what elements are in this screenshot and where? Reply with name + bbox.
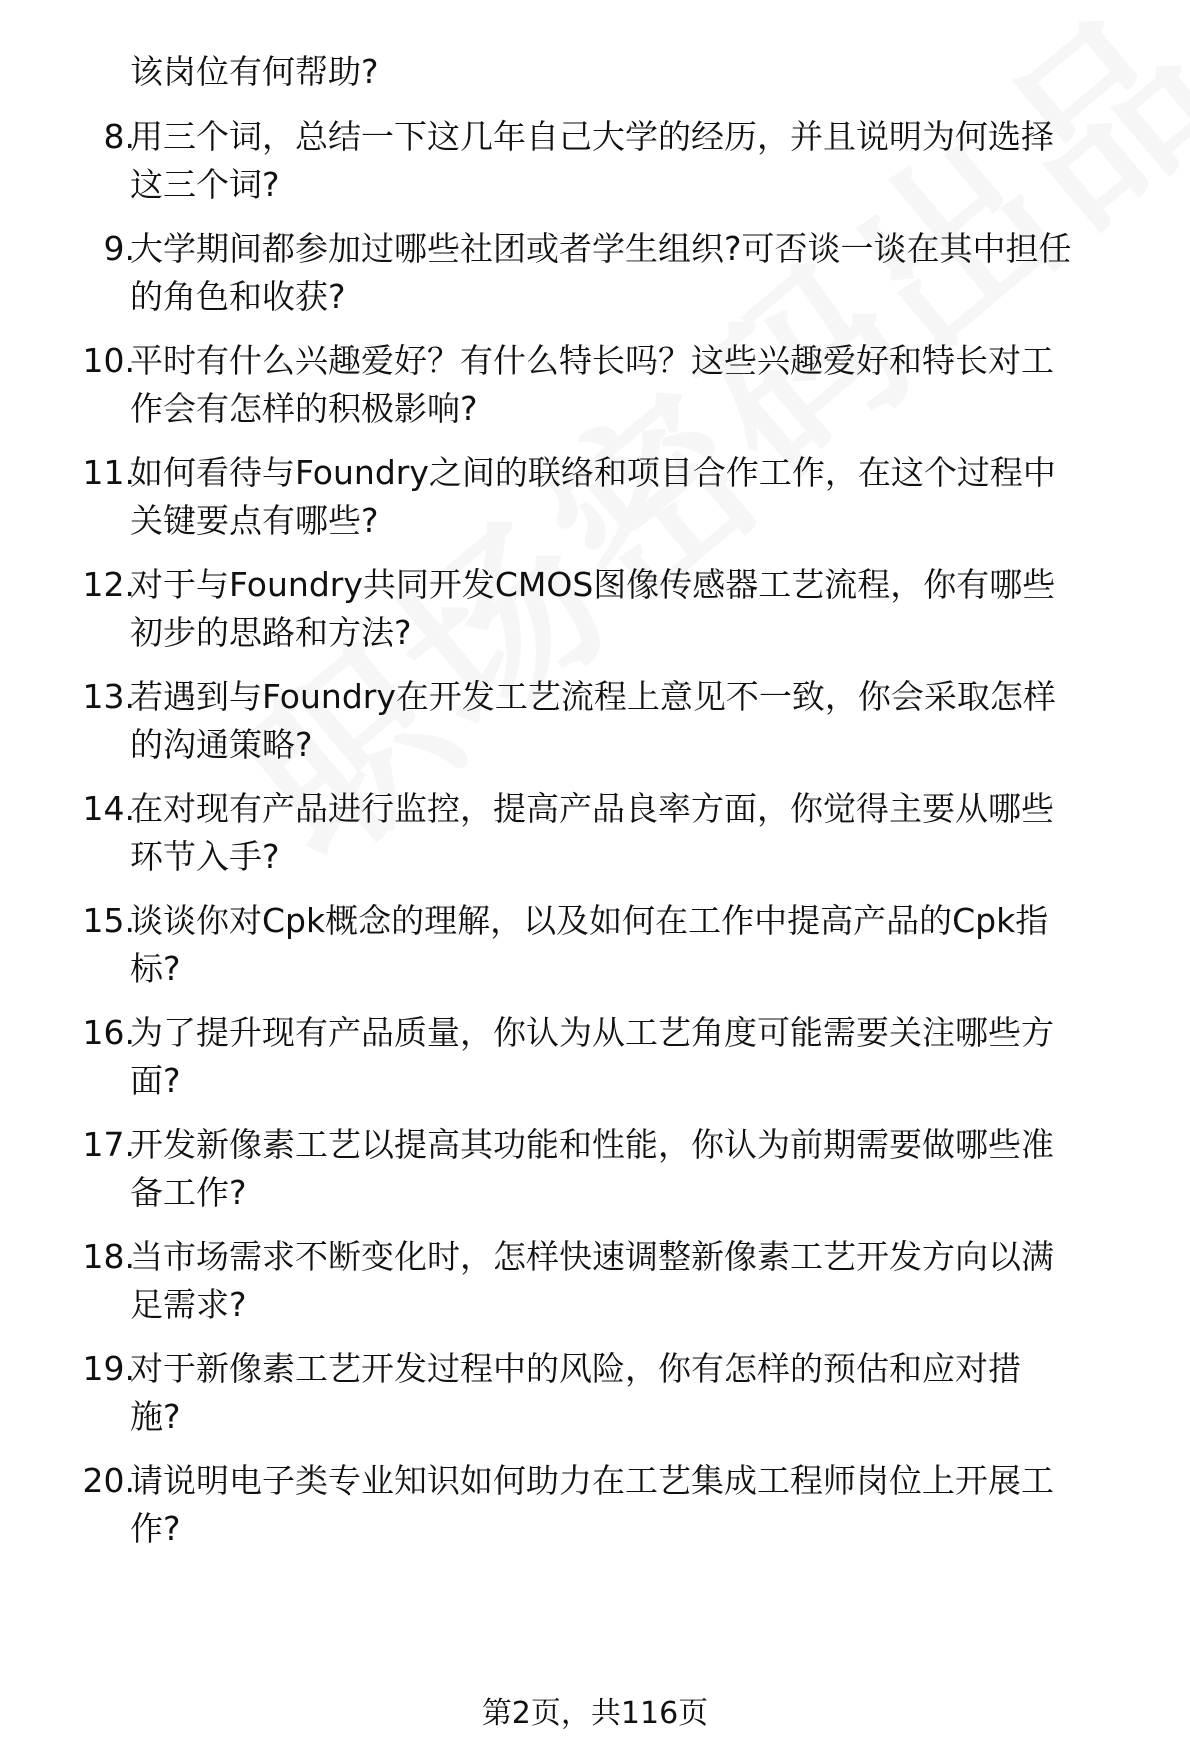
- question-text: [130, 1345, 1165, 1441]
- question-line: 若遇到与Foundry在开发工艺流程上意见不一致，你会采取怎样: [130, 677, 1056, 716]
- question-text: [130, 561, 1165, 657]
- question-line: 谈谈你对Cpk概念的理解，以及如何在工作中提高产品的Cpk指: [130, 901, 1049, 940]
- question-number: 13.: [82, 677, 135, 716]
- question-number: 8.: [103, 117, 135, 156]
- question-line: 初步的思路和方法?: [130, 613, 412, 652]
- question-line: 施?: [130, 1397, 181, 1436]
- question-number: 19.: [82, 1349, 135, 1388]
- question-number: 16.: [82, 1013, 135, 1052]
- question-line: 对于与Foundry共同开发CMOS图像传感器工艺流程，你有哪些: [130, 565, 1056, 604]
- question-line: 关键要点有哪些?: [130, 501, 379, 540]
- question-line: 对于新像素工艺开发过程中的风险，你有怎样的预估和应对措: [130, 1349, 1021, 1388]
- question-number: 14.: [82, 789, 135, 828]
- question-line: 为了提升现有产品质量，你认为从工艺角度可能需要关注哪些方: [130, 1013, 1054, 1052]
- question-text: [130, 225, 1165, 321]
- question-line: 标?: [130, 949, 181, 988]
- question-line: 备工作?: [130, 1173, 247, 1212]
- question-line: 请说明电子类专业知识如何助力在工艺集成工程师岗位上开展工: [130, 1461, 1054, 1500]
- question-line: 在对现有产品进行监控，提高产品良率方面，你觉得主要从哪些: [130, 789, 1054, 828]
- question-text: [130, 1457, 1165, 1553]
- question-line: 的沟通策略?: [130, 725, 313, 764]
- question-number: 12.: [82, 565, 135, 604]
- question-line: 作会有怎样的积极影响?: [130, 389, 478, 428]
- question-text: [130, 337, 1165, 433]
- question-line: 足需求?: [130, 1285, 247, 1324]
- question-text: [130, 1009, 1165, 1105]
- question-text: [130, 113, 1165, 209]
- question-line: 这三个词?: [130, 165, 280, 204]
- question-number: 20.: [82, 1461, 135, 1500]
- question-line: 当市场需求不断变化时，怎样快速调整新像素工艺开发方向以满: [130, 1237, 1054, 1276]
- question-line: 大学期间都参加过哪些社团或者学生组织?可否谈一谈在其中担任: [130, 229, 1072, 268]
- question-number: 17.: [82, 1125, 135, 1164]
- question-line: 环节入手?: [130, 837, 280, 876]
- question-text: [130, 48, 1165, 96]
- question-text: [130, 1233, 1165, 1329]
- question-text: [130, 673, 1165, 769]
- question-text: [130, 449, 1165, 545]
- question-line: 用三个词，总结一下这几年自己大学的经历，并且说明为何选择: [130, 117, 1054, 156]
- question-line: 平时有什么兴趣爱好？有什么特长吗？这些兴趣爱好和特长对工: [130, 341, 1054, 380]
- question-number: 11.: [82, 453, 135, 492]
- question-number: 18.: [82, 1237, 135, 1276]
- question-line: 作?: [130, 1509, 181, 1548]
- question-line: 的角色和收获?: [130, 277, 346, 316]
- question-line: 开发新像素工艺以提高其功能和性能，你认为前期需要做哪些准: [130, 1125, 1054, 1164]
- question-text: [130, 785, 1165, 881]
- question-line: 面?: [130, 1061, 181, 1100]
- question-line: 如何看待与Foundry之间的联络和项目合作工作，在这个过程中: [130, 453, 1056, 492]
- question-text: [130, 897, 1165, 993]
- question-number: 10.: [82, 341, 135, 380]
- question-text: [130, 1121, 1165, 1217]
- question-number: 9.: [103, 229, 135, 268]
- page-number-footer: 第2页，共116页: [481, 1696, 709, 1731]
- question-number: 15.: [82, 901, 135, 940]
- question-line: 该岗位有何帮助?: [130, 52, 379, 91]
